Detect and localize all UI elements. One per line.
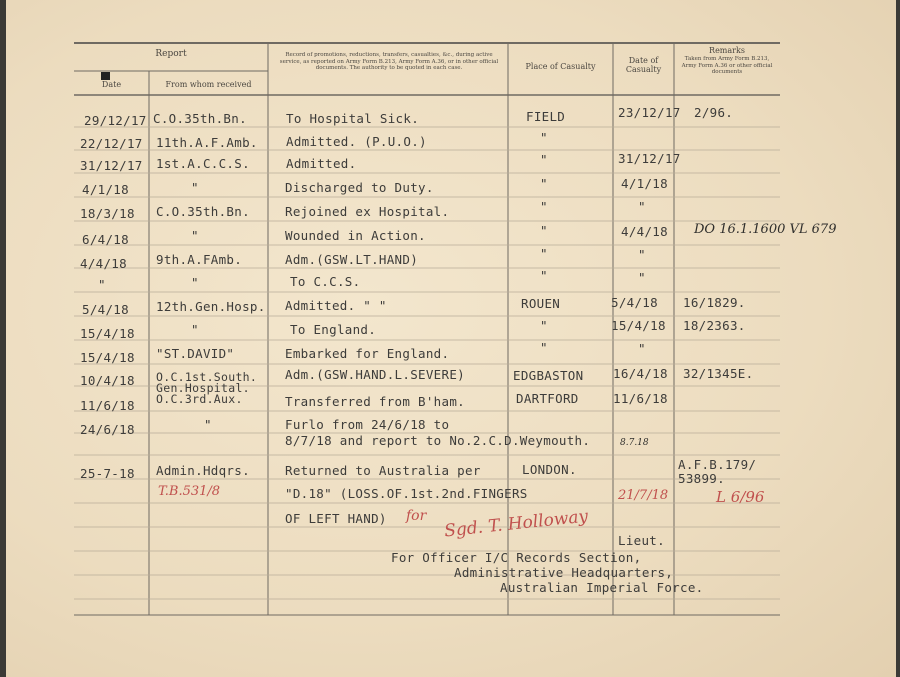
row-place: FIELD [526,109,566,124]
row-remarks: 32/1345E. [683,366,754,381]
row-record: Rejoined ex Hospital. [285,204,450,219]
row-date: 31/12/17 [80,158,143,173]
from-whom-header: From whom received [165,80,252,89]
row-from: Gen.Hospital. O.C.3rd.Aux. [156,381,250,406]
row-remarks: 18/2363. [683,318,746,333]
row-record: "D.18" (LOSS.OF.1st.2nd.FINGERS [285,486,528,501]
row-place: " [540,246,548,261]
row-from: " [191,228,199,243]
row-place: " [540,152,548,167]
row-from: " [191,322,199,337]
row-from: O.C.1st.South. [156,370,258,384]
row-cdate: 31/12/17 [618,151,681,166]
row-date: 15/4/18 [80,350,135,365]
row-record: Embarked for England. [285,346,450,361]
furlo-handwritten-date: 8.7.18 [620,438,649,448]
margin-handwritten-note: DO 16.1.1600 VL 679 [694,222,837,237]
row-record: Adm.(GSW.HAND.L.SEVERE) [285,367,465,382]
row-record: To England. [290,322,377,337]
row-date: 10/4/18 [80,373,135,388]
row-from: "ST.DAVID" [156,346,235,361]
signature: Sgd. T. Holloway [443,506,589,542]
row-from: C.O.35th.Bn. [153,111,247,126]
row-date: 4/1/18 [82,182,129,197]
row-from: 11th.A.F.Amb. [156,135,258,150]
record-header: Record of promotions, reductions, transfers, casualties, &c., during active service, as reported on Army Form B.213, Army Form A.36, or in other official documents. The authority to be quoted in each case. [279,52,499,71]
row-place: DARTFORD [516,391,579,406]
row-from: C.O.35th.Bn. [156,204,250,219]
row-from: 9th.A.FAmb. [156,252,243,267]
table-rules [6,0,896,677]
row-place: LONDON. [522,462,577,477]
red-reference-right: L 6/96 [716,488,765,506]
red-reference-left: T.B.531/8 [158,484,221,499]
row-cdate: 4/1/18 [621,176,668,191]
row-date: 24/6/18 [80,422,135,437]
row-record: Adm.(GSW.LT.HAND) [285,252,419,267]
row-place: " [540,223,548,238]
row-record: OF LEFT HAND) [285,511,387,526]
place-header: Place of Casualty [525,62,596,71]
row-record: Transferred from B'ham. [285,394,465,409]
row-from: 1st.A.C.C.S. [156,156,250,171]
row-place: ROUEN [521,296,561,311]
row-record: Admitted. [286,156,357,171]
report-header: Report [155,49,187,59]
row-cdate: 4/4/18 [621,224,668,239]
row-from: Admin.Hdqrs. [156,463,250,478]
row-remarks: 16/1829. [683,295,746,310]
footer-line-1: For Officer I/C Records Section, [391,550,642,565]
row-cdate: 16/4/18 [613,366,668,381]
footer-line-3: Australian Imperial Force. [500,580,704,595]
row-from: " [204,417,212,432]
row-date: 25-7-18 [80,466,135,481]
row-date: 5/4/18 [82,302,129,317]
footer-line-2: Administrative Headquarters, [454,565,674,580]
signature-prefix: for [406,508,427,524]
row-remarks: 2/96. [694,105,734,120]
row-from: 12th.Gen.Hosp. [156,299,266,314]
row-date: 6/4/18 [82,232,129,247]
row-record: Wounded in Action. [285,228,426,243]
row-from: " [191,275,199,290]
row-record: Furlo from 24/6/18 to [285,417,450,432]
row-date: 18/3/18 [80,206,135,221]
row-date: 29/12/17 [84,113,147,128]
row-place: " [540,340,548,355]
date-casualty-header: Date of Casualty [625,56,662,74]
red-date-stamp: 21/7/18 [618,488,669,503]
row-cdate: 23/12/17 [618,105,681,120]
row-place: " [540,176,548,191]
row-cdate: 11/6/18 [613,391,668,406]
row-cdate: 15/4/18 [611,318,666,333]
row-record-cont: 8/7/18 and report to No.2.C.D.Weymouth. [285,433,591,448]
row-date: 15/4/18 [80,326,135,341]
row-record: To C.C.S. [290,274,361,289]
row-cdate: " [638,341,646,356]
row-date: 4/4/18 [80,256,127,271]
row-date: " [98,277,106,292]
row-cdate: 5/4/18 [611,295,658,310]
row-date: 22/12/17 [80,136,143,151]
row-cdate: " [638,270,646,285]
row-place: " [540,199,548,214]
date-header: Date [101,80,122,89]
row-record: Admitted. (P.U.O.) [286,134,427,149]
row-from: " [191,180,199,195]
record-sheet [6,0,896,677]
row-place: " [540,318,548,333]
row-record: Admitted. " " [285,298,387,313]
row-date: 11/6/18 [80,398,135,413]
row-cdate: " [638,199,646,214]
row-cdate: " [638,247,646,262]
row-record: To Hospital Sick. [286,111,420,126]
row-remarks: A.F.B.179/ 53899. [678,457,757,486]
remarks-note: Taken from Army Form B.213, Army Form A.36 or other official documents [681,56,773,75]
row-record: Discharged to Duty. [285,180,434,195]
row-place: EDGBASTON [513,368,584,383]
remarks-header: Remarks [709,46,745,55]
ink-blot-mark [101,72,110,80]
footer-rank: Lieut. [618,533,665,548]
row-place: " [540,130,548,145]
row-place: " [540,268,548,283]
row-record: Returned to Australia per [285,463,481,478]
